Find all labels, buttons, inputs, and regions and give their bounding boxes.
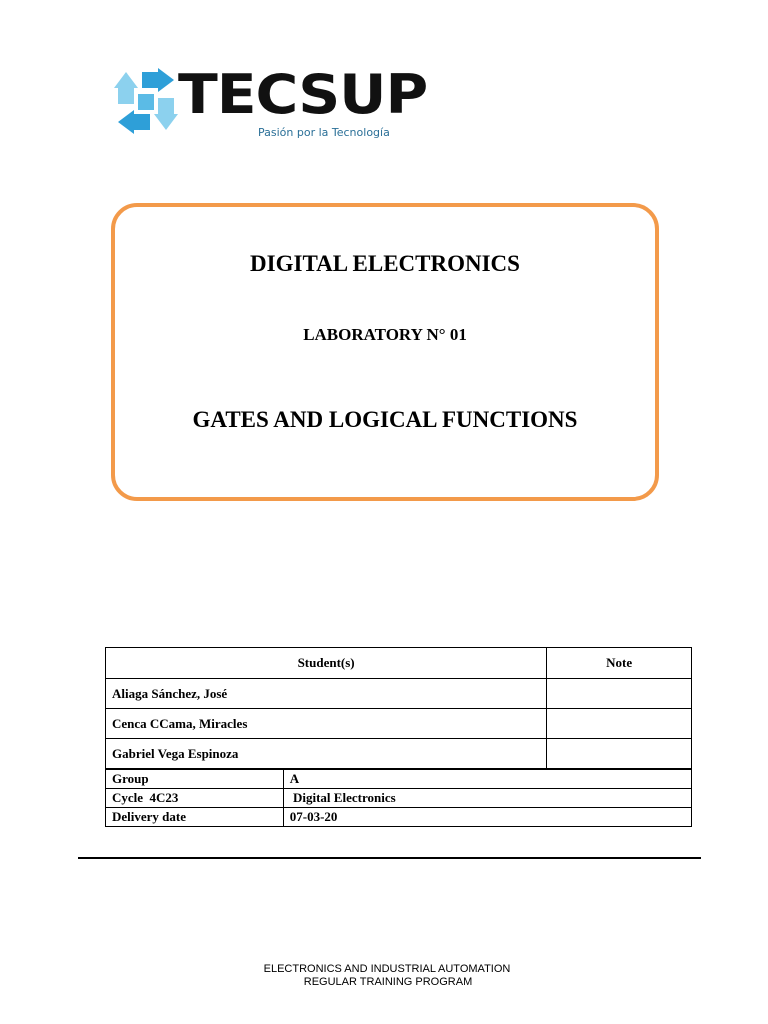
student-name: Aliaga Sánchez, José bbox=[106, 679, 547, 709]
table-row bbox=[106, 808, 692, 827]
course-title: DIGITAL ELECTRONICS bbox=[250, 251, 520, 276]
table-row bbox=[106, 709, 692, 739]
logo-tagline: Pasión por la Tecnología bbox=[258, 126, 390, 139]
student-note bbox=[547, 709, 692, 739]
student-name: Cenca CCama, Miracles bbox=[106, 709, 547, 739]
delivery-date-label: Delivery date bbox=[106, 808, 284, 827]
tecsup-arrows-icon bbox=[112, 68, 180, 134]
group-value: A bbox=[283, 770, 691, 789]
students-table bbox=[105, 647, 692, 769]
table-row bbox=[106, 770, 692, 789]
table-row bbox=[106, 739, 692, 769]
student-note bbox=[547, 739, 692, 769]
footer-line-2: REGULAR TRAINING PROGRAM bbox=[303, 976, 473, 988]
header-students: Student(s) bbox=[106, 648, 547, 679]
footer-divider bbox=[78, 857, 701, 859]
cycle-label: Cycle 4C23 bbox=[106, 789, 284, 808]
lab-topic: GATES AND LOGICAL FUNCTIONS bbox=[192, 407, 578, 432]
student-note bbox=[547, 679, 692, 709]
info-table bbox=[105, 769, 692, 827]
header-note: Note bbox=[547, 648, 692, 679]
students-header-row bbox=[106, 648, 692, 679]
table-row bbox=[106, 679, 692, 709]
tecsup-logo bbox=[112, 63, 428, 144]
student-name: Gabriel Vega Espinoza bbox=[106, 739, 547, 769]
logo-wordmark: TECSUP bbox=[178, 63, 428, 126]
lab-number: LABORATORY N° 01 bbox=[303, 325, 467, 344]
delivery-date-value: 07-03-20 bbox=[283, 808, 691, 827]
cycle-value: Digital Electronics bbox=[283, 789, 691, 808]
title-box bbox=[111, 203, 659, 501]
table-row bbox=[106, 789, 692, 808]
group-label: Group bbox=[106, 770, 284, 789]
footer-line-1: ELECTRONICS AND INDUSTRIAL AUTOMATION bbox=[263, 963, 511, 975]
